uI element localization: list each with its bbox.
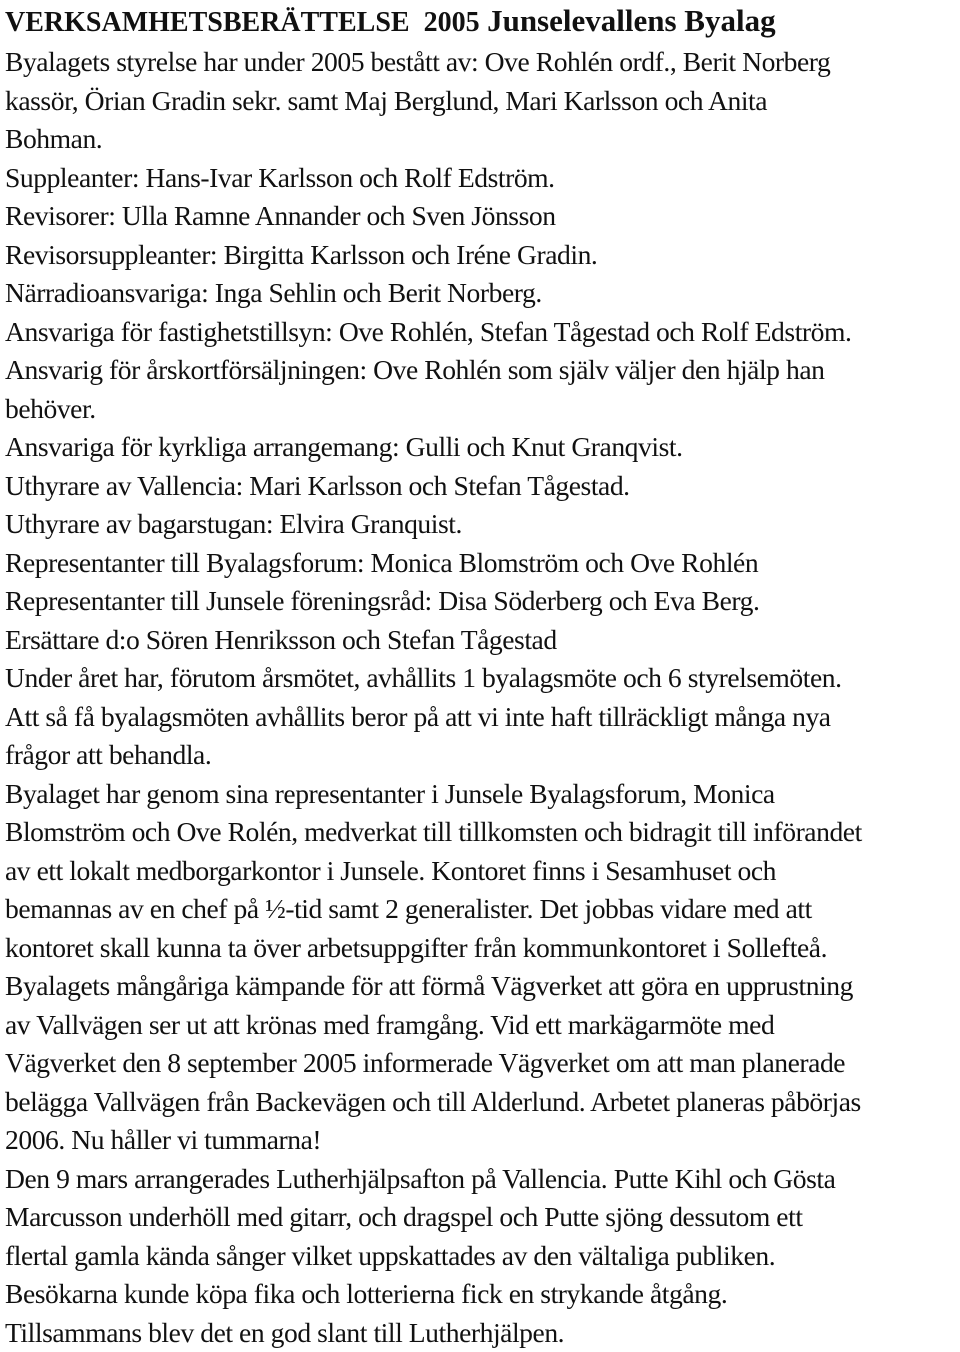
title-organization: Junselevallens Byalag (487, 3, 776, 38)
text-line: behöver. (5, 390, 956, 429)
text-line: Besökarna kunde köpa fika och lotterierna fick en strykande åtgång. (5, 1275, 956, 1314)
text-line: kontoret skall kunna ta över arbetsuppgifter från kommunkontoret i Sollefteå. (5, 929, 956, 968)
title-year: 2005 (424, 7, 480, 38)
text-line: Uthyrare av bagarstugan: Elvira Granquist. (5, 505, 956, 544)
text-line: 2006. Nu håller vi tummarna! (5, 1121, 956, 1160)
text-line: av Vallvägen ser ut att krönas med framgång. Vid ett markägarmöte med (5, 1006, 956, 1045)
text-line: bemannas av en chef på ½-tid samt 2 generalister. Det jobbas vidare med att (5, 890, 956, 929)
text-line: Att så få byalagsmöten avhållits beror på att vi inte haft tillräckligt många nya (5, 698, 956, 737)
text-line: Byalagets mångåriga kämpande för att förmå Vägverket att göra en upprustning (5, 967, 956, 1006)
text-line: Under året har, förutom årsmötet, avhållits 1 byalagsmöte och 6 styrelsemöten. (5, 659, 956, 698)
text-line: Revisorsuppleanter: Birgitta Karlsson och Iréne Gradin. (5, 236, 956, 275)
title-label: VERKSAMHETSBERÄTTELSE (5, 7, 410, 38)
text-line: Ersättare d:o Sören Henriksson och Stefan Tågestad (5, 621, 956, 660)
text-line: Ansvarig för årskortförsäljningen: Ove Rohlén som själv väljer den hjälp han (5, 351, 956, 390)
text-line: Ansvariga för fastighetstillsyn: Ove Rohlén, Stefan Tågestad och Rolf Edström. (5, 313, 956, 352)
text-line: frågor att behandla. (5, 736, 956, 775)
text-line: Bohman. (5, 120, 956, 159)
text-line: Blomström och Ove Rolén, medverkat till tillkomsten och bidragit till införandet (5, 813, 956, 852)
text-line: Ansvariga för kyrkliga arrangemang: Gulli och Knut Granqvist. (5, 428, 956, 467)
text-line: Representanter till Byalagsforum: Monica Blomström och Ove Rohlén (5, 544, 956, 583)
text-line: belägga Vallvägen från Backevägen och till Alderlund. Arbetet planeras påbörjas (5, 1083, 956, 1122)
text-line: Marcusson underhöll med gitarr, och dragspel och Putte sjöng dessutom ett (5, 1198, 956, 1237)
text-line: Vägverket den 8 september 2005 informerade Vägverket om att man planerade (5, 1044, 956, 1083)
document-body (5, 43, 956, 1352)
text-line: av ett lokalt medborgarkontor i Junsele. Kontoret finns i Sesamhuset och (5, 852, 956, 891)
text-line: flertal gamla kända sånger vilket uppskattades av den vältaliga publiken. (5, 1237, 956, 1276)
text-line: Närradioansvariga: Inga Sehlin och Berit Norberg. (5, 274, 956, 313)
text-line: Den 9 mars arrangerades Lutherhjälpsafton på Vallencia. Putte Kihl och Gösta (5, 1160, 956, 1199)
text-line: Tillsammans blev det en god slant till Lutherhjälpen. (5, 1314, 956, 1352)
document-title (5, 0, 956, 43)
text-line: Suppleanter: Hans-Ivar Karlsson och Rolf Edström. (5, 159, 956, 198)
text-line: Representanter till Junsele föreningsråd: Disa Söderberg och Eva Berg. (5, 582, 956, 621)
text-line: Byalagets styrelse har under 2005 bestått av: Ove Rohlén ordf., Berit Norberg (5, 43, 956, 82)
text-line: Revisorer: Ulla Ramne Annander och Sven Jönsson (5, 197, 956, 236)
text-line: Uthyrare av Vallencia: Mari Karlsson och Stefan Tågestad. (5, 467, 956, 506)
text-line: kassör, Örian Gradin sekr. samt Maj Berglund, Mari Karlsson och Anita (5, 82, 956, 121)
text-line: Byalaget har genom sina representanter i Junsele Byalagsforum, Monica (5, 775, 956, 814)
